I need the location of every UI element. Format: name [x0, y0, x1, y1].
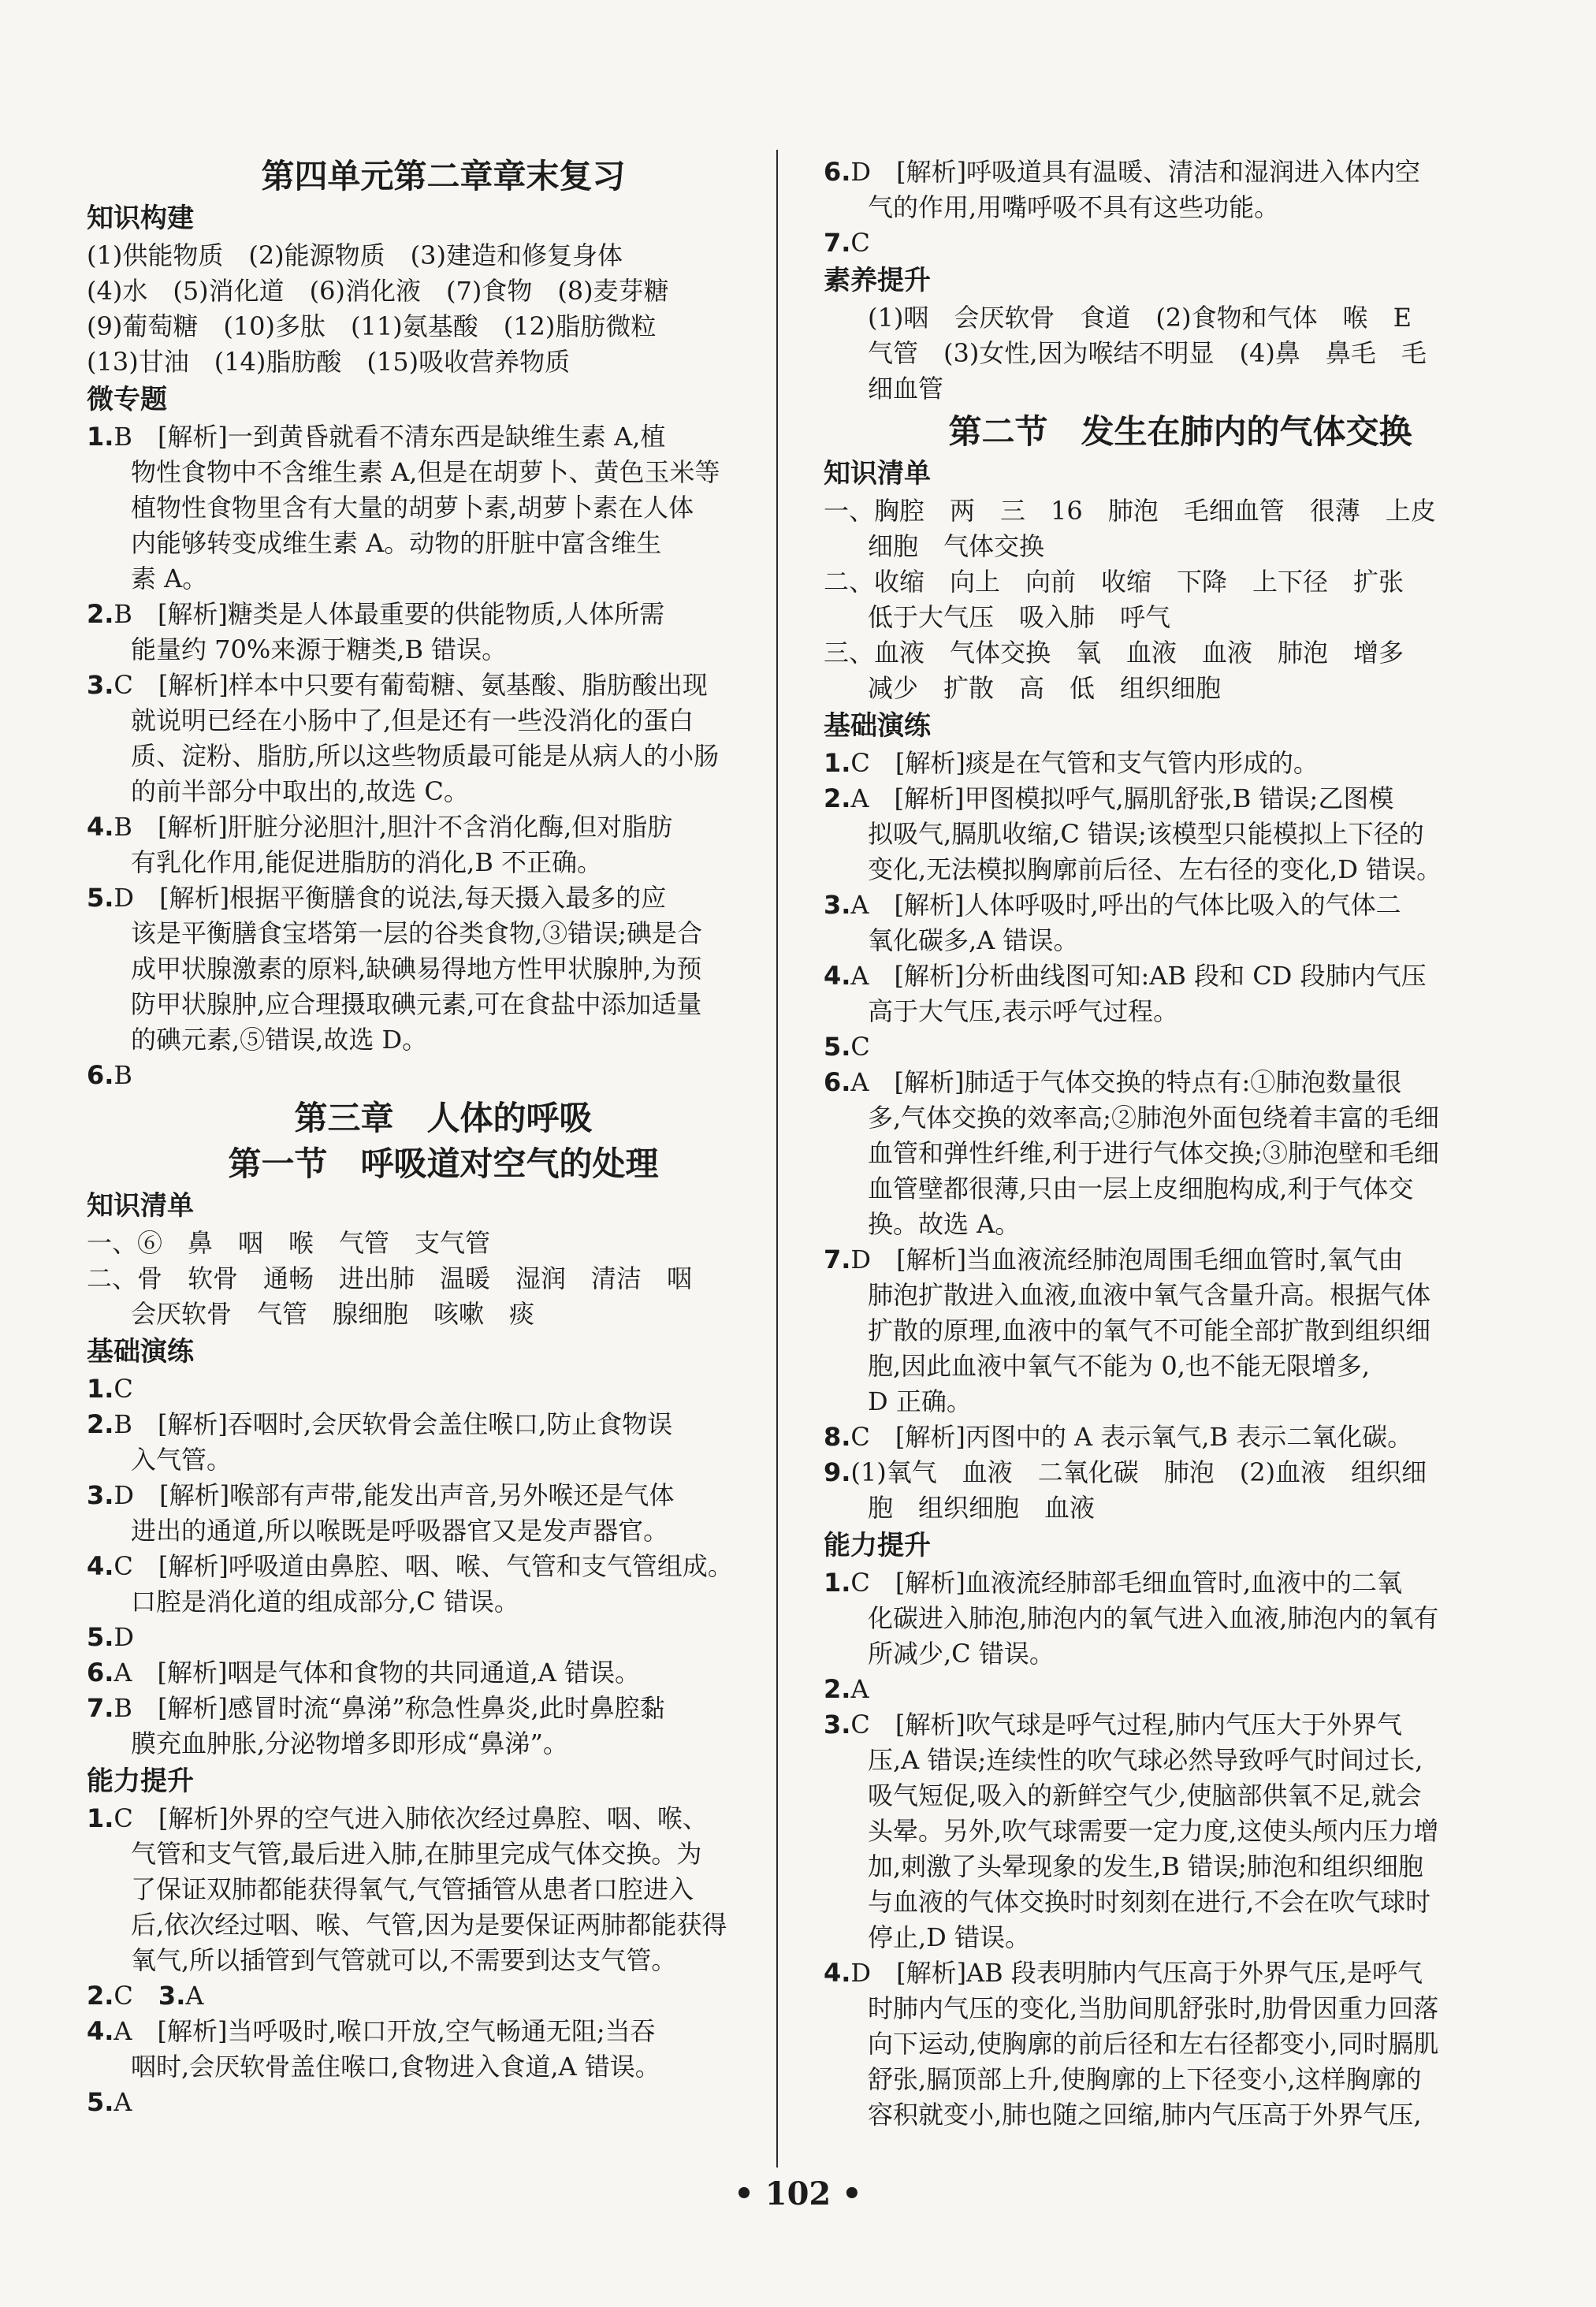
text-line: 拟吸气,膈肌收缩,C 错误;该模型只能模拟上下径的 [868, 819, 1424, 849]
text-line: 肺泡扩散进入血液,血液中氧气含量升高。根据气体 [868, 1280, 1431, 1310]
answer-text: D [解析]根据平衡膳食的说法,每天摄入最多的应 [113, 883, 667, 913]
answer-text: B [解析]肝脏分泌胆汁,胆汁不含消化酶,但对脂肪 [113, 812, 673, 842]
text-line: 植物性食物里含有大量的胡萝卜素,胡萝卜素在人体 [131, 493, 694, 523]
answer-number: 3. [824, 890, 851, 920]
section-heading: 能力提升 [87, 1766, 194, 1797]
answer-line [87, 1058, 800, 1093]
text-line: 压,A 错误;连续性的吹气球必然导致呼气时间过长, [868, 1745, 1423, 1775]
answer-line [824, 1565, 1537, 1601]
answer-number: 4. [824, 961, 851, 991]
text-line: 氧气,所以插管到气管就可以,不需要到达支气管。 [131, 1945, 677, 1975]
section-heading: 知识清单 [87, 1190, 194, 1222]
text-line: 血管壁都很薄,只由一层上皮细胞构成,利于气体交 [868, 1174, 1414, 1204]
answer-number: 2. [87, 599, 114, 629]
answer-text: C [解析]呼吸道由鼻腔、咽、喉、气管和支气管组成。 [113, 1551, 733, 1581]
answer-text: C [113, 1981, 158, 2011]
chapter-title: 第三章 人体的呼吸 [294, 1099, 593, 1137]
text-line: 内能够转变成维生素 A。动物的肝脏中富含维生 [131, 528, 662, 558]
text-line: (1)供能物质 (2)能源物质 (3)建造和修复身体 [87, 240, 623, 270]
answer-number: 7. [87, 1693, 114, 1723]
text-line: 的碘元素,⑤错误,故选 D。 [131, 1025, 428, 1055]
text-line: 就说明已经在小肠中了,但是还有一些没消化的蛋白 [131, 705, 694, 735]
text-line: 质、淀粉、脂肪,所以这些物质最可能是从病人的小肠 [131, 741, 720, 771]
answer-text: B [解析]一到黄昏就看不清东西是缺维生素 A,植 [113, 422, 666, 452]
answer-text: D [解析]喉部有声带,能发出声音,另外喉还是气体 [113, 1480, 675, 1510]
text-line: 三、血液 气体交换 氧 血液 血液 肺泡 增多 [824, 638, 1404, 668]
answer-line [824, 1955, 1537, 1991]
text-line: 该是平衡膳食宝塔第一层的谷类食物,③错误;碘是合 [131, 918, 702, 948]
text-line: 扩散的原理,血液中的氧气不可能全部扩散到组织细 [868, 1315, 1431, 1345]
answer-text: B [113, 1060, 132, 1090]
text-line: (1)咽 会厌软骨 食道 (2)食物和气体 喉 E [868, 303, 1412, 333]
answer-text: B [解析]感冒时流“鼻涕”称急性鼻炎,此时鼻腔黏 [113, 1693, 665, 1723]
answer-number: 6. [824, 157, 851, 187]
answer-line [824, 1672, 1537, 1707]
text-line: 气的作用,用嘴呼吸不具有这些功能。 [868, 192, 1280, 222]
text-line: 向下运动,使胸廓的前后径和左右径都变小,同时膈肌 [868, 2029, 1439, 2059]
text-line: 素 A。 [131, 564, 208, 593]
text-line: 胞,因此血液中氧气不能为 0,也不能无限增多, [868, 1351, 1371, 1381]
text-line: D 正确。 [868, 1386, 972, 1416]
answer-line [87, 2014, 800, 2049]
text-line: 吸气短促,吸入的新鲜空气少,使脑部供氧不足,就会 [868, 1780, 1422, 1810]
page-number: • 102 • [734, 2175, 862, 2212]
answer-number: 3. [87, 1480, 114, 1510]
text-line: 停止,D 错误。 [868, 1922, 1031, 1952]
answer-number: 5. [87, 883, 114, 913]
answer-number: 4. [87, 2016, 114, 2046]
answer-text: A [185, 1981, 204, 2011]
text-line: 二、收缩 向上 向前 收缩 下降 上下径 扩张 [824, 567, 1404, 597]
answer-number: 5. [87, 1622, 114, 1652]
answer-text: C [解析]样本中只要有葡萄糖、氨基酸、脂肪酸出现 [113, 670, 708, 700]
answer-text: D [解析]当血液流经肺泡周围毛细血管时,氧气由 [850, 1245, 1404, 1274]
section-heading: 知识清单 [824, 458, 931, 489]
answer-number: 1. [87, 422, 114, 452]
answer-text: A [解析]当呼吸时,喉口开放,空气畅通无阻;当吞 [113, 2016, 656, 2046]
answer-number: 3. [824, 1710, 851, 1740]
answer-line [87, 2085, 800, 2120]
section-title: 第二节 发生在肺内的气体交换 [948, 412, 1412, 451]
answer-text: (1)氧气 血液 二氧化碳 肺泡 (2)血液 组织细 [850, 1457, 1427, 1487]
text-line: 换。故选 A。 [868, 1209, 1021, 1239]
answer-line [824, 958, 1537, 994]
text-line: 气管和支气管,最后进入肺,在肺里完成气体交换。为 [131, 1839, 702, 1869]
answer-number: 6. [87, 1060, 114, 1090]
text-line: 咽时,会厌软骨盖住喉口,食物进入食道,A 错误。 [131, 2052, 660, 2082]
text-line: 能量约 70%来源于糖类,B 错误。 [131, 634, 508, 664]
text-line: 容积就变小,肺也随之回缩,肺内气压高于外界气压, [868, 2100, 1422, 2130]
answer-line [87, 419, 800, 455]
section-heading: 微专题 [87, 384, 167, 415]
text-line: 细胞 气体交换 [868, 531, 1045, 561]
text-line: 入气管。 [131, 1445, 233, 1475]
answer-number: 1. [87, 1803, 114, 1833]
answer-text: C [850, 1032, 870, 1062]
text-line: 细血管 [868, 374, 944, 404]
section-heading: 基础演练 [87, 1336, 194, 1367]
section-title: 第一节 呼吸道对空气的处理 [228, 1144, 659, 1183]
answer-number: 6. [87, 1658, 114, 1687]
answer-line [87, 668, 800, 703]
answer-line [824, 887, 1537, 923]
answer-line [87, 597, 800, 632]
answer-number: 3. [158, 1981, 186, 2011]
answer-line [87, 1620, 800, 1655]
answer-text: B [解析]吞咽时,会厌软骨会盖住喉口,防止食物误 [113, 1409, 673, 1439]
section-heading: 能力提升 [824, 1530, 931, 1561]
text-line: 加,刺激了头晕现象的发生,B 错误;肺泡和组织细胞 [868, 1851, 1423, 1881]
answer-line [824, 1242, 1537, 1278]
text-line: 低于大气压 吸入肺 呼气 [868, 602, 1171, 632]
answer-text: C [解析]痰是在气管和支气管内形成的。 [850, 748, 1319, 778]
answer-line [87, 1655, 800, 1691]
answer-text: C [解析]血液流经肺部毛细血管时,血液中的二氧 [850, 1568, 1403, 1598]
text-line: 一、⑥ 鼻 咽 喉 气管 支气管 [87, 1228, 491, 1258]
text-line: (13)甘油 (14)脂肪酸 (15)吸收营养物质 [87, 347, 571, 377]
text-line: 所减少,C 错误。 [868, 1639, 1055, 1669]
answer-text: A [850, 1674, 869, 1704]
right-column [824, 154, 1537, 2133]
answer-text: C [解析]外界的空气进入肺依次经过鼻腔、咽、喉、 [113, 1803, 708, 1833]
section-heading: 素养提升 [824, 265, 931, 296]
answer-text: A [113, 2087, 132, 2117]
answer-line [87, 809, 800, 845]
answer-text: A [解析]甲图模拟呼气,膈肌舒张,B 错误;乙图模 [850, 783, 1394, 813]
text-line: 了保证双肺都能获得氧气,气管插管从患者口腔进入 [131, 1874, 694, 1904]
answer-number: 5. [87, 2087, 114, 2117]
answer-number: 1. [824, 1568, 851, 1598]
answer-number: 2. [824, 783, 851, 813]
text-line: 血管和弹性纤维,利于进行气体交换;③肺泡壁和毛细 [868, 1138, 1439, 1168]
answer-line [87, 880, 800, 916]
answer-line [824, 225, 1537, 261]
section-heading: 知识构建 [87, 203, 194, 234]
answer-line [87, 1371, 800, 1407]
answer-number: 2. [87, 1981, 114, 2011]
answer-line [87, 1978, 800, 2014]
text-line: (9)葡萄糖 (10)多肽 (11)氨基酸 (12)脂肪微粒 [87, 311, 657, 341]
answer-number: 1. [87, 1374, 114, 1404]
answer-text: B [解析]糖类是人体最重要的供能物质,人体所需 [113, 599, 665, 629]
answer-text: A [解析]分析曲线图可知:AB 段和 CD 段肺内气压 [850, 961, 1427, 991]
answer-line [824, 1065, 1537, 1100]
answer-line [87, 1801, 800, 1836]
text-line: 变化,无法模拟胸廓前后径、左右径的变化,D 错误。 [868, 854, 1442, 884]
answer-number: 4. [87, 812, 114, 842]
section-heading: 基础演练 [824, 710, 931, 742]
answer-line [87, 1478, 800, 1513]
answer-text: C [解析]丙图中的 A 表示氧气,B 表示二氧化碳。 [850, 1422, 1413, 1452]
answer-text: D [解析]AB 段表明肺内气压高于外界气压,是呼气 [850, 1958, 1423, 1988]
text-line: 头晕。另外,吹气球需要一定力度,这使头颅内压力增 [868, 1816, 1439, 1846]
answer-number: 3. [87, 670, 114, 700]
answer-line [824, 746, 1537, 781]
answer-line [824, 1455, 1537, 1490]
text-line: 化碳进入肺泡,肺泡内的氧气进入血液,肺泡内的氧有 [868, 1603, 1439, 1633]
answer-line [824, 1707, 1537, 1743]
answer-number: 7. [824, 228, 851, 258]
text-line: 有乳化作用,能促进脂肪的消化,B 不正确。 [131, 847, 603, 877]
text-line: 口腔是消化道的组成部分,C 错误。 [131, 1587, 519, 1617]
column-divider [776, 150, 778, 2167]
text-line: 的前半部分中取出的,故选 C。 [131, 776, 469, 806]
text-line: 会厌软骨 气管 腺细胞 咳嗽 痰 [131, 1299, 535, 1329]
text-line: 一、胸腔 两 三 16 肺泡 毛细血管 很薄 上皮 [824, 496, 1436, 526]
answer-text: D [解析]呼吸道具有温暖、清洁和湿润进入体内空 [850, 157, 1421, 187]
text-line: 与血液的气体交换时时刻刻在进行,不会在吹气球时 [868, 1887, 1431, 1917]
text-line: 胞 组织细胞 血液 [868, 1493, 1096, 1523]
chapter-review-title: 第四单元第二章章末复习 [261, 157, 626, 195]
answer-number: 4. [824, 1958, 851, 1988]
text-line: (4)水 (5)消化道 (6)消化液 (7)食物 (8)麦芽糖 [87, 276, 669, 306]
answer-line [87, 1691, 800, 1726]
answer-number: 8. [824, 1422, 851, 1452]
text-line: 后,依次经过咽、喉、气管,因为是要保证两肺都能获得 [131, 1910, 727, 1940]
text-line: 成甲状腺激素的原料,缺碘易得地方性甲状腺肿,为预 [131, 954, 702, 984]
answer-number: 2. [87, 1409, 114, 1439]
answer-number: 1. [824, 748, 851, 778]
answer-number: 5. [824, 1032, 851, 1062]
text-line: 膜充血肿胀,分泌物增多即形成“鼻涕”。 [131, 1728, 568, 1758]
answer-line [87, 1549, 800, 1584]
text-line: 舒张,膈顶部上升,使胸廓的上下径变小,这样胸廓的 [868, 2064, 1422, 2094]
answer-line [824, 781, 1537, 817]
answer-number: 6. [824, 1067, 851, 1097]
text-line: 气管 (3)女性,因为喉结不明显 (4)鼻 鼻毛 毛 [868, 338, 1427, 368]
answer-line [824, 1029, 1537, 1065]
text-line: 氧化碳多,A 错误。 [868, 925, 1079, 955]
text-line: 防甲状腺肿,应合理摄取碘元素,可在食盐中添加适量 [131, 989, 702, 1019]
text-line: 减少 扩散 高 低 组织细胞 [868, 673, 1222, 703]
text-line: 多,气体交换的效率高;②肺泡外面包绕着丰富的毛细 [868, 1103, 1439, 1133]
answer-text: A [解析]肺适于气体交换的特点有:①肺泡数量很 [850, 1067, 1402, 1097]
text-line: 高于大气压,表示呼气过程。 [868, 996, 1179, 1026]
text-line: 物性食物中不含维生素 A,但是在胡萝卜、黄色玉米等 [131, 457, 720, 487]
answer-text: C [113, 1374, 133, 1404]
answer-text: D [113, 1622, 135, 1652]
answer-text: C [850, 228, 870, 258]
answer-line [87, 1407, 800, 1442]
answer-number: 7. [824, 1245, 851, 1274]
answer-text: A [解析]人体呼吸时,呼出的气体比吸入的气体二 [850, 890, 1401, 920]
answer-line [824, 1420, 1537, 1455]
answer-number: 2. [824, 1674, 851, 1704]
text-line: 二、骨 软骨 通畅 进出肺 温暖 湿润 清洁 咽 [87, 1263, 693, 1293]
text-line: 进出的通道,所以喉既是呼吸器官又是发声器官。 [131, 1516, 669, 1546]
answer-text: A [解析]咽是气体和食物的共同通道,A 错误。 [113, 1658, 640, 1687]
answer-number: 9. [824, 1457, 851, 1487]
text-line: 时肺内气压的变化,当肋间肌舒张时,肋骨因重力回落 [868, 1993, 1439, 2023]
answer-line [824, 154, 1537, 190]
answer-text: C [解析]吹气球是呼气过程,肺内气压大于外界气 [850, 1710, 1403, 1740]
left-column [87, 151, 800, 2120]
answer-number: 4. [87, 1551, 114, 1581]
